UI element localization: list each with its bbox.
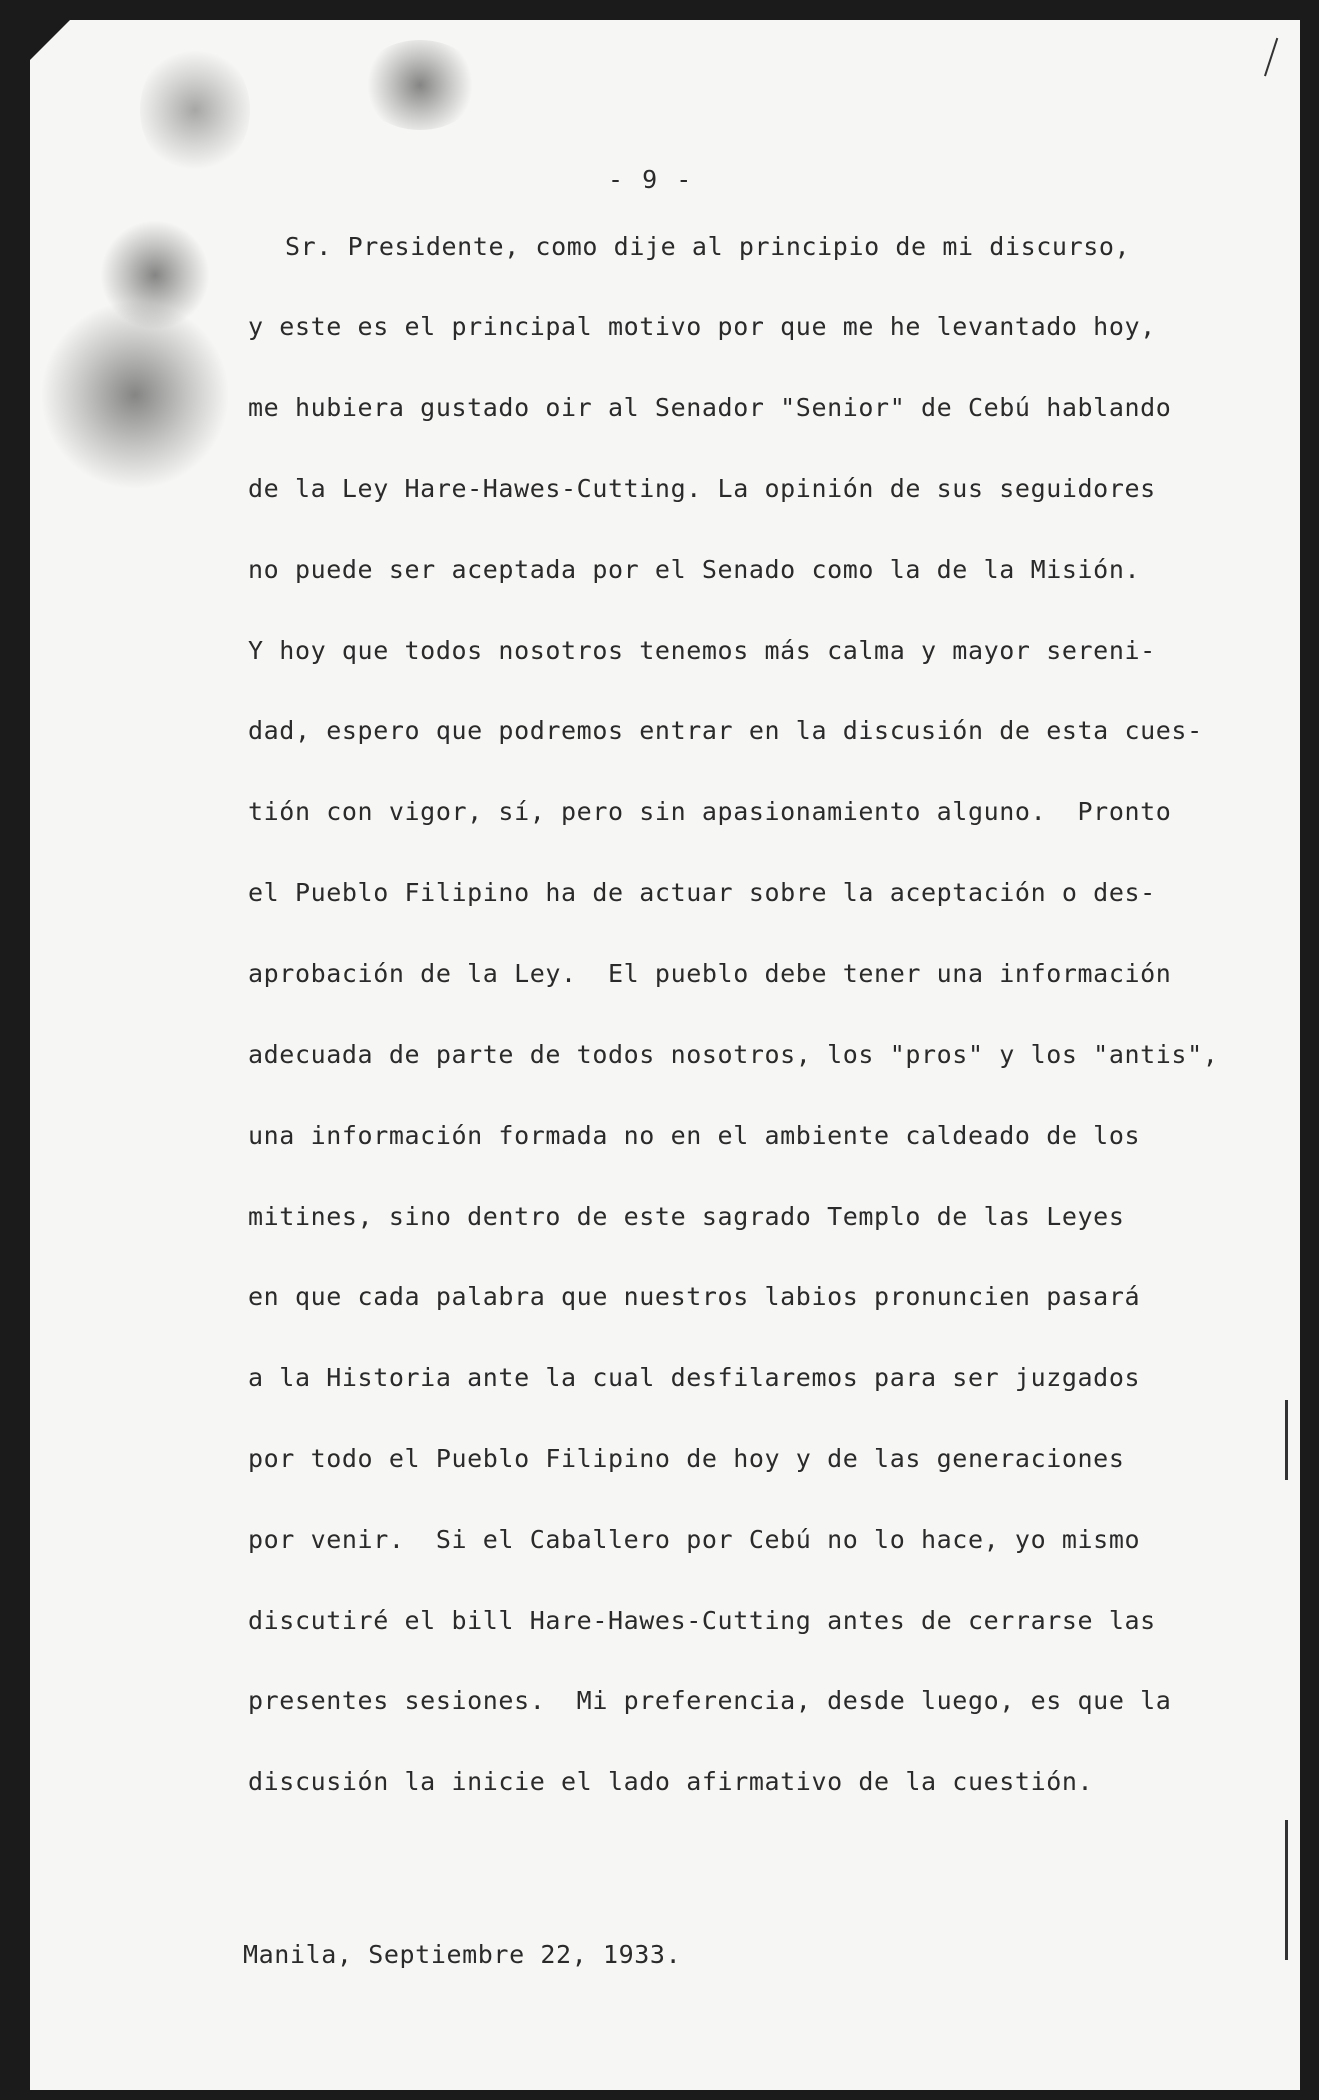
text-line: de la Ley Hare-Hawes-Cutting. La opinión de sus seguidores [248, 474, 1156, 503]
ink-smudge [360, 40, 480, 130]
text-line: tión con vigor, sí, pero sin apasionamiento alguno. Pronto [248, 797, 1172, 826]
text-line: Y hoy que todos nosotros tenemos más calma y mayor sereni- [248, 636, 1156, 665]
text-line: por todo el Pueblo Filipino de hoy y de las generaciones [248, 1444, 1125, 1473]
text-line: y este es el principal motivo por que me he levantado hoy, [248, 312, 1156, 341]
text-line: una información formada no en el ambiente caldeado de los [248, 1121, 1141, 1150]
text-line: mitines, sino dentro de este sagrado Templo de las Leyes [248, 1202, 1125, 1231]
text-line: presentes sesiones. Mi preferencia, desde luego, es que la [248, 1686, 1172, 1715]
text-line: por venir. Si el Caballero por Cebú no lo hace, yo mismo [248, 1525, 1141, 1554]
text-line: me hubiera gustado oir al Senador "Senior" de Cebú hablando [248, 393, 1172, 422]
text-line: discusión la inicie el lado afirmativo de la cuestión. [248, 1767, 1094, 1796]
text-line: en que cada palabra que nuestros labios pronuncien pasará [248, 1282, 1141, 1311]
text-line: dad, espero que podremos entrar en la discusión de esta cues- [248, 716, 1203, 745]
edge-mark [1285, 1820, 1288, 1960]
ink-smudge [100, 220, 210, 330]
text-line: el Pueblo Filipino ha de actuar sobre la aceptación o des- [248, 878, 1156, 907]
text-line: aprobación de la Ley. El pueblo debe tener una información [248, 959, 1172, 988]
edge-mark [1285, 1400, 1288, 1480]
ink-smudge [140, 45, 250, 175]
text-line: Sr. Presidente, como dije al principio de mi discurso, [285, 232, 1131, 261]
text-line: adecuada de parte de todos nosotros, los "pros" y los "antis", [248, 1040, 1219, 1069]
date-line: Manila, Septiembre 22, 1933. [243, 1940, 682, 1969]
text-line: no puede ser aceptada por el Senado como la de la Misión. [248, 555, 1141, 584]
corner-mark [1264, 38, 1284, 79]
text-line: discutiré el bill Hare-Hawes-Cutting antes de cerrarse las [248, 1606, 1156, 1635]
text-line: a la Historia ante la cual desfilaremos para ser juzgados [248, 1363, 1141, 1392]
page-number: - 9 - [608, 165, 694, 194]
ink-smudge [40, 300, 230, 490]
